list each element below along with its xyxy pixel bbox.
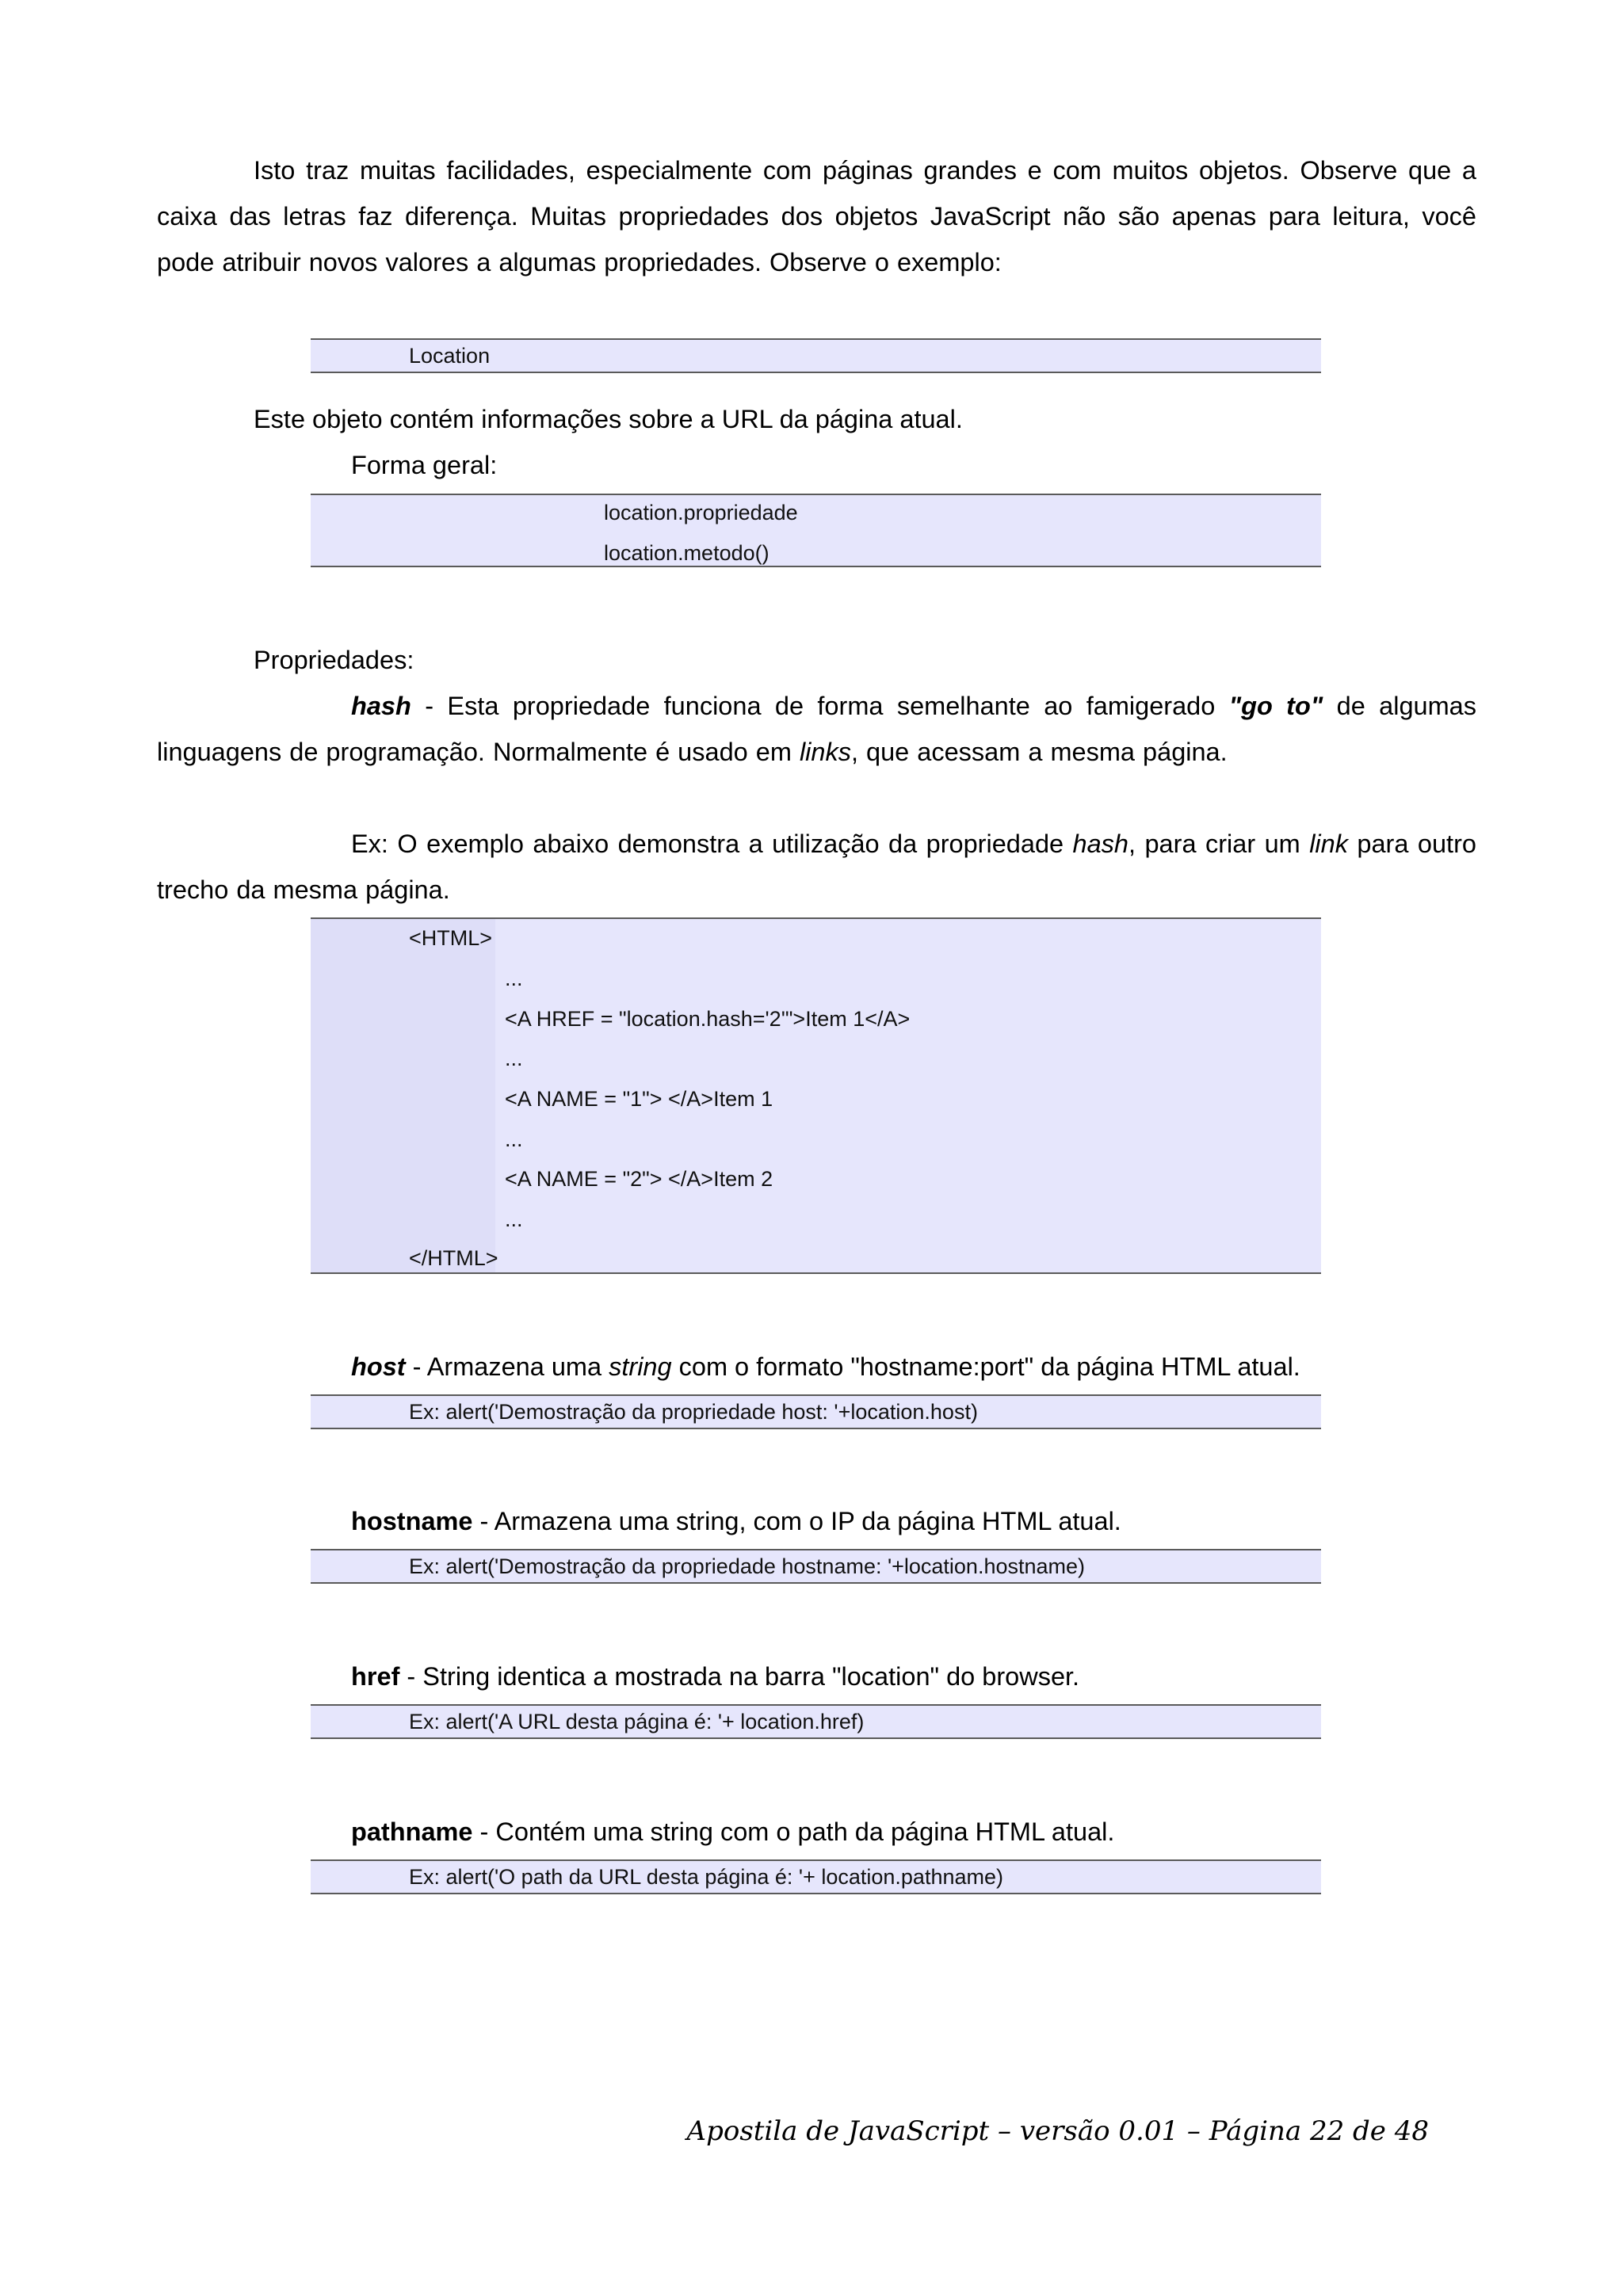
pathname-example: Ex: alert('O path da URL desta página é: '+ location.pathname) [409, 1865, 1004, 1889]
host-example: Ex: alert('Demostração da propriedade host: '+location.host) [409, 1400, 978, 1424]
syntax-box [311, 494, 1321, 567]
syntax-line-2: location.metodo() [604, 541, 769, 565]
example-text-1: Ex: O exemplo abaixo demonstra a utilização da propriedade [351, 830, 1073, 858]
href-example: Ex: alert('A URL desta página é: '+ location.href) [409, 1710, 865, 1733]
links-term: links [799, 738, 851, 766]
page-footer: Apostila de JavaScript – versão 0.01 – Página 22 de 48 [686, 2115, 1429, 2147]
location-box [311, 338, 1321, 373]
hostname-description: hostname - Armazena uma string, com o IP da página HTML atual. [351, 1507, 1121, 1535]
code-line: <A HREF = "location.hash='2'">Item 1</A> [505, 1007, 911, 1031]
example-text-3: para outro trecho da mesma página. [157, 830, 1476, 904]
hostname-term: hostname [351, 1507, 473, 1535]
code-line: ... [505, 1047, 523, 1070]
forma-geral-label: Forma geral: [351, 451, 498, 479]
code-box [311, 917, 1321, 1274]
hash-dash: - [411, 692, 448, 720]
code-line: ... [505, 1127, 523, 1151]
code-line: </HTML> [409, 1246, 498, 1270]
code-line: <A NAME = "2"> </A>Item 2 [505, 1167, 773, 1191]
pathname-description: pathname - Contém uma string com o path da página HTML atual. [351, 1817, 1115, 1846]
example-link-term: link [1309, 830, 1348, 858]
example-paragraph [157, 821, 1476, 913]
location-label: Location [409, 344, 491, 368]
hash-desc-2: de algumas linguagens de programação. Normalmente é usado em [157, 692, 1476, 766]
pathname-example-box [311, 1859, 1321, 1894]
href-example-box [311, 1704, 1321, 1739]
example-text-2: , para criar um [1128, 830, 1310, 858]
location-description: Este objeto contém informações sobre a URL da página atual. [254, 405, 963, 433]
hostname-example: Ex: alert('Demostração da propriedade hostname: '+location.hostname) [409, 1554, 1086, 1578]
syntax-line-1: location.propriedade [604, 501, 798, 524]
hostname-example-box [311, 1549, 1321, 1584]
host-example-box [311, 1394, 1321, 1429]
pathname-term: pathname [351, 1817, 473, 1846]
hash-desc-1: Esta propriedade funciona de forma semelhante ao famigerado [447, 692, 1229, 720]
string-term: string [609, 1352, 672, 1381]
host-term: host [351, 1352, 406, 1381]
hash-paragraph [157, 683, 1476, 775]
properties-heading: Propriedades: [254, 646, 414, 674]
intro-paragraph: Isto traz muitas facilidades, especialmente com páginas grandes e com muitos objetos. Observe que a caixa das letras faz diferença. Muitas propriedades dos objetos JavaScript não são apenas para leitura, você pode atribuir novos valores a algumas propriedades. Observe o exemplo: [157, 156, 1476, 277]
code-line: ... [505, 1207, 523, 1231]
code-line: ... [505, 967, 523, 990]
hash-desc-3: , que acessam a mesma página. [850, 738, 1228, 766]
href-term: href [351, 1662, 400, 1691]
goto-term: "go to" [1228, 692, 1323, 720]
code-line: <HTML> [409, 926, 493, 950]
code-line: <A NAME = "1"> </A>Item 1 [505, 1087, 773, 1111]
href-description: href - String identica a mostrada na barra "location" do browser. [351, 1662, 1080, 1691]
host-description: host - Armazena uma string com o formato "hostname:port" da página HTML atual. [351, 1352, 1300, 1381]
hash-term: hash [351, 692, 411, 720]
example-hash-term: hash [1072, 830, 1129, 858]
